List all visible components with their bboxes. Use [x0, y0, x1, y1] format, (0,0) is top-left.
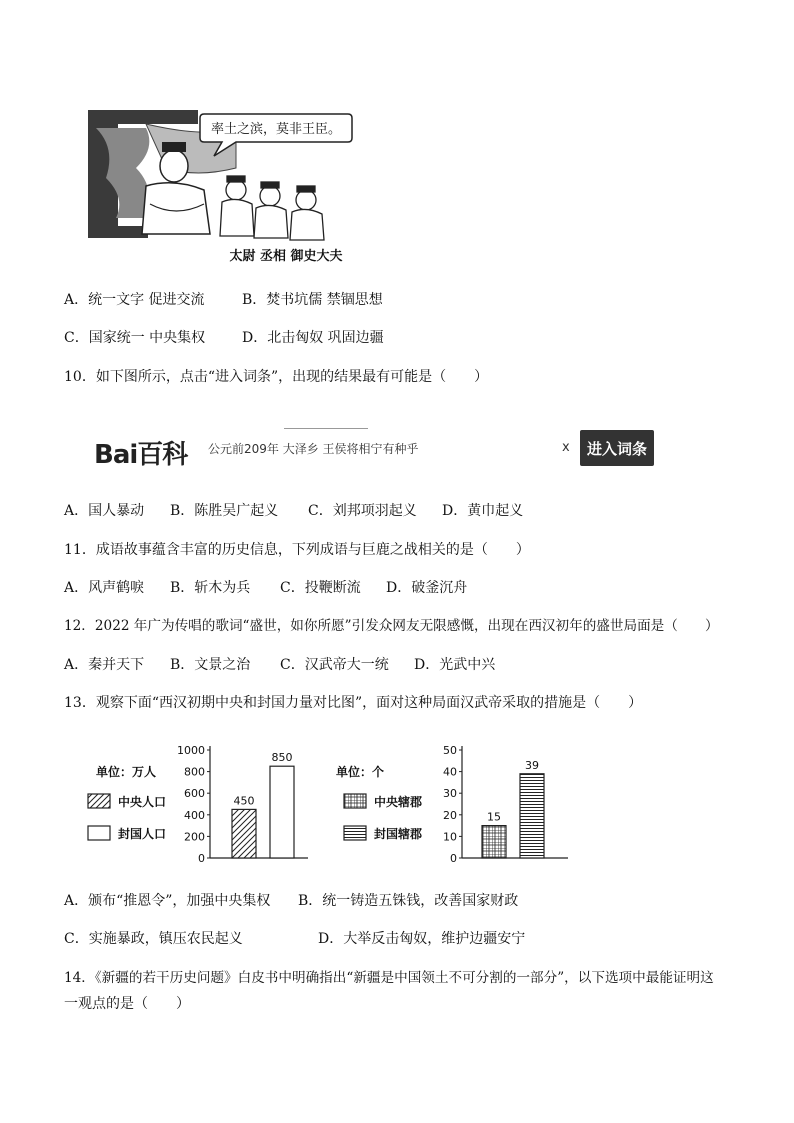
y-tick-label: 0 [450, 852, 457, 865]
legend-label: 中央辖郡 [374, 795, 423, 809]
baidu-logo: Bai百科 [94, 440, 188, 470]
y-tick-label: 0 [198, 852, 205, 865]
y-tick-label: 200 [184, 830, 205, 844]
q12-option-b[interactable]: B．文景之治 [170, 657, 251, 673]
divider [284, 428, 368, 429]
q14-stem-line2: 一观点的是（ ） [64, 996, 190, 1012]
q11-option-a[interactable]: A．风声鹤唳 [64, 580, 145, 596]
q9-option-c[interactable]: C．国家统一 中央集权 [64, 330, 206, 346]
q10-option-b[interactable]: B．陈胜吴广起义 [170, 503, 279, 519]
bar-value-label: 15 [487, 810, 501, 824]
y-tick-label: 10 [443, 830, 457, 844]
q10-option-a[interactable]: A．国人暴动 [64, 503, 145, 519]
q10-stem: 10．如下图所示，点击“进入词条”，出现的结果最有可能是（ ） [64, 369, 489, 385]
baidu-search-bar [88, 426, 656, 470]
legend-label: 封国人口 [118, 827, 167, 841]
bar-value-label: 850 [271, 751, 293, 765]
q9-option-b[interactable]: B．焚书坑儒 禁锢思想 [242, 292, 383, 308]
clear-icon[interactable]: x [562, 440, 570, 455]
q10-option-c[interactable]: C．刘邦项羽起义 [308, 503, 417, 519]
bar-2 [270, 766, 294, 858]
q13-option-d[interactable]: D．大举反击匈奴，维护边疆安宁 [318, 931, 526, 947]
bar-value-label: 450 [233, 794, 255, 808]
search-query[interactable]: 公元前209年 大泽乡 王侯将相宁有种乎 [208, 442, 419, 456]
bar-1 [482, 826, 506, 858]
y-tick-label: 400 [184, 808, 205, 822]
q11-stem: 11．成语故事蕴含丰富的历史信息，下列成语与巨鹿之战相关的是（ ） [64, 542, 530, 558]
unit-label: 单位：万人 [96, 765, 157, 779]
q10-option-d[interactable]: D．黄巾起义 [442, 503, 524, 519]
y-tick-label: 1000 [177, 744, 205, 757]
legend-swatch [344, 826, 366, 840]
q12-stem: 12．2022 年广为传唱的歌词“盛世，如你所愿”引发众网友无限感慨，出现在西汉初年的盛世局面是（ ） [64, 618, 719, 634]
enter-entry-button[interactable]: 进入词条 [580, 430, 654, 466]
bar-1 [232, 809, 256, 858]
q11-option-b[interactable]: B．斩木为兵 [170, 580, 251, 596]
q13-option-a[interactable]: A．颁布“推恩令”，加强中央集权 [64, 893, 271, 909]
y-tick-label: 800 [184, 765, 205, 779]
population-chart [86, 740, 316, 868]
y-tick-label: 600 [184, 787, 205, 801]
q13-option-c[interactable]: C．实施暴政，镇压农民起义 [64, 931, 243, 947]
unit-label: 单位：个 [336, 765, 385, 779]
q12-option-c[interactable]: C．汉武帝大一统 [280, 657, 389, 673]
q12-option-d[interactable]: D．光武中兴 [414, 657, 496, 673]
q11-option-c[interactable]: C．投鞭断流 [280, 580, 361, 596]
legend-label: 中央人口 [118, 795, 167, 809]
y-tick-label: 40 [443, 765, 457, 779]
legend-swatch [88, 794, 110, 808]
q13-stem: 13．观察下面“西汉初期中央和封国力量对比图”，面对这种局面汉武帝采取的措施是（ ） [64, 695, 643, 711]
q11-option-d[interactable]: D．破釜沉舟 [386, 580, 468, 596]
q12-option-a[interactable]: A．秦并天下 [64, 657, 145, 673]
q14-stem-line1: 14．《新疆的若干历史问题》白皮书中明确指出“新疆是中国领土不可分割的一部分”，以下选项中最能证明这 [64, 970, 714, 986]
cartoon-image [86, 108, 354, 268]
y-tick-label: 50 [443, 744, 457, 757]
commandery-chart [336, 740, 576, 868]
legend-label: 封国辖郡 [374, 827, 423, 841]
q9-option-d[interactable]: D．北击匈奴 巩固边疆 [242, 330, 384, 346]
y-tick-label: 30 [443, 787, 457, 801]
y-tick-label: 20 [443, 808, 457, 822]
q13-option-b[interactable]: B．统一铸造五铢钱，改善国家财政 [298, 893, 519, 909]
bar-2 [520, 774, 544, 858]
legend-swatch [88, 826, 110, 840]
cartoon-caption: 太尉 丞相 御史大夫 [229, 249, 343, 264]
q9-option-a[interactable]: A．统一文字 促进交流 [64, 292, 205, 308]
bar-value-label: 39 [525, 758, 539, 772]
legend-swatch [344, 794, 366, 808]
speech-bubble-text: 率土之滨，莫非王臣。 [210, 122, 342, 137]
